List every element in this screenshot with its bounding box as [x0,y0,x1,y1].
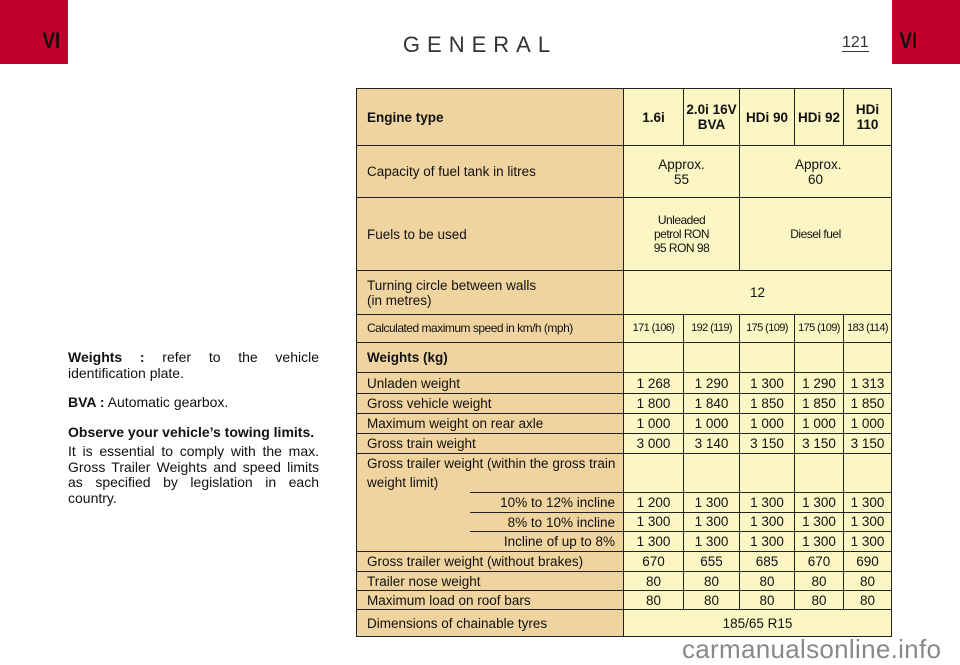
row-value: 80 [624,572,684,591]
row-value: 3 150 [844,434,892,454]
row-value: 1 300 [684,492,740,512]
row-value: 3 140 [684,434,740,454]
row-value: 1 850 [844,394,892,414]
weights-note-text: refer to the vehicle identification plate. [68,349,319,381]
engine-header: HDi 110 [844,89,892,146]
empty-cell [684,343,740,373]
row-value: 1 300 [795,531,844,552]
row-value: 1 268 [624,373,684,394]
weights-heading-row [357,343,892,373]
row-value: 1 300 [684,512,740,531]
side-notes [68,350,319,520]
row-value: 670 [624,552,684,572]
engine-header: 1.6i [624,89,684,146]
row-value: 1 200 [624,492,684,512]
trailer-weight-row [357,454,892,493]
max-speed-label: Calculated maximum speed in km/h (mph) [357,315,624,343]
row-label: Maximum weight on rear axle [357,414,624,434]
incline-label: 8% to 10% incline [470,512,623,531]
row-value: 1 300 [740,512,795,531]
empty-cell [740,343,795,373]
tyres-label: Dimensions of chainable tyres [357,610,624,637]
watermark: carmanualsonline.info [682,634,942,664]
row-value: 1 300 [684,531,740,552]
row-value: 80 [740,572,795,591]
row-label: Gross trailer weight (without brakes) [357,552,624,572]
incline-row [357,492,892,512]
row-value: 1 300 [624,531,684,552]
empty-cell [844,343,892,373]
bva-note-text: Automatic gearbox. [104,394,229,410]
empty-cell [844,454,892,493]
weight-row [357,394,892,414]
weight-row [357,414,892,434]
max-speed-value: 171 (106) [624,315,684,343]
tyres-row [357,610,892,637]
fuels-petrol: Unleaded petrol RON 95 RON 98 [624,198,740,271]
fuels-row [357,198,892,271]
row-value: 1 000 [740,414,795,434]
fuels-label: Fuels to be used [357,198,624,271]
towing-text: It is essential to comply with the max. Gross Trailer Weights and speed limits as specified by legislation in each country. [68,443,319,506]
row-value: 1 000 [844,414,892,434]
weight-row [357,591,892,610]
row-value: 690 [844,552,892,572]
incline-row [357,531,892,552]
row-value: 1 300 [844,492,892,512]
row-value: 3 150 [795,434,844,454]
row-value: 1 300 [844,531,892,552]
row-value: 80 [740,591,795,610]
turning-circle-label: Turning circle between walls (in metres) [357,271,624,315]
row-value: 80 [684,591,740,610]
empty-cell [740,454,795,493]
weights-note-label: Weights : [68,349,145,365]
row-value: 1 290 [795,373,844,394]
empty-cell [684,454,740,493]
empty-cell [624,454,684,493]
max-speed-value: 175 (109) [740,315,795,343]
empty-cell [795,454,844,493]
weights-heading: Weights (kg) [357,343,624,373]
row-value: 80 [795,572,844,591]
row-value: 3 000 [624,434,684,454]
weight-row [357,434,892,454]
row-value: 80 [795,591,844,610]
row-value: 1 300 [740,373,795,394]
bva-note-label: BVA : [68,394,105,410]
turning-circle-value: 12 [624,271,892,315]
turning-circle-row [357,271,892,315]
weight-row [357,552,892,572]
fuel-tank-label: Capacity of fuel tank in litres [357,146,624,198]
row-value: 1 300 [795,512,844,531]
section-number: VI [42,28,61,53]
towing-heading: Observe your vehicle’s towing limits. [68,423,315,440]
row-value: 1 000 [684,414,740,434]
row-value: 80 [624,591,684,610]
row-label [357,531,624,552]
fuels-diesel: Diesel fuel [740,198,892,271]
row-value: 655 [684,552,740,572]
page-number: 121 [842,34,869,51]
row-value: 80 [684,572,740,591]
row-value: 1 850 [740,394,795,414]
row-value: 1 300 [795,492,844,512]
trailer-weight-label: Gross trailer weight (within the gross train weight limit) [357,454,624,493]
empty-cell [624,343,684,373]
weight-row [357,572,892,591]
engine-type-row [357,89,892,146]
engine-header: HDi 90 [740,89,795,146]
engine-header: HDi 92 [795,89,844,146]
section-number: VI [899,28,918,53]
fuel-tank-row [357,146,892,198]
row-value: 80 [844,591,892,610]
engine-type-label: Engine type [357,89,624,146]
row-value: 1 000 [795,414,844,434]
row-value: 1 300 [740,531,795,552]
max-speed-row [357,315,892,343]
row-label: Unladen weight [357,373,624,394]
incline-label: Incline of up to 8% [470,531,623,551]
page-title: GENERAL [402,32,558,57]
row-value: 1 000 [624,414,684,434]
fuel-tank-diesel: Approx. 60 [740,146,892,198]
row-value: 1 290 [684,373,740,394]
row-value: 1 313 [844,373,892,394]
specifications-table [356,88,892,637]
fuel-tank-petrol: Approx. 55 [624,146,740,198]
row-value: 685 [740,552,795,572]
incline-label: 10% to 12% incline [470,492,623,512]
row-value: 1 800 [624,394,684,414]
row-label: Gross train weight [357,434,624,454]
row-value: 1 300 [740,492,795,512]
incline-row [357,512,892,531]
row-value: 80 [844,572,892,591]
max-speed-value: 183 (114) [844,315,892,343]
row-value: 1 300 [624,512,684,531]
tyres-value: 185/65 R15 [624,610,892,637]
max-speed-value: 175 (109) [795,315,844,343]
row-value: 670 [795,552,844,572]
row-label: Trailer nose weight [357,572,624,591]
row-value: 3 150 [740,434,795,454]
weight-row [357,373,892,394]
engine-header: 2.0i 16V BVA [684,89,740,146]
max-speed-value: 192 (119) [684,315,740,343]
row-label: Maximum load on roof bars [357,591,624,610]
row-value: 1 840 [684,394,740,414]
empty-cell [795,343,844,373]
row-value: 1 850 [795,394,844,414]
row-label [357,492,624,512]
row-value: 1 300 [844,512,892,531]
row-label: Gross vehicle weight [357,394,624,414]
row-label [357,512,624,531]
